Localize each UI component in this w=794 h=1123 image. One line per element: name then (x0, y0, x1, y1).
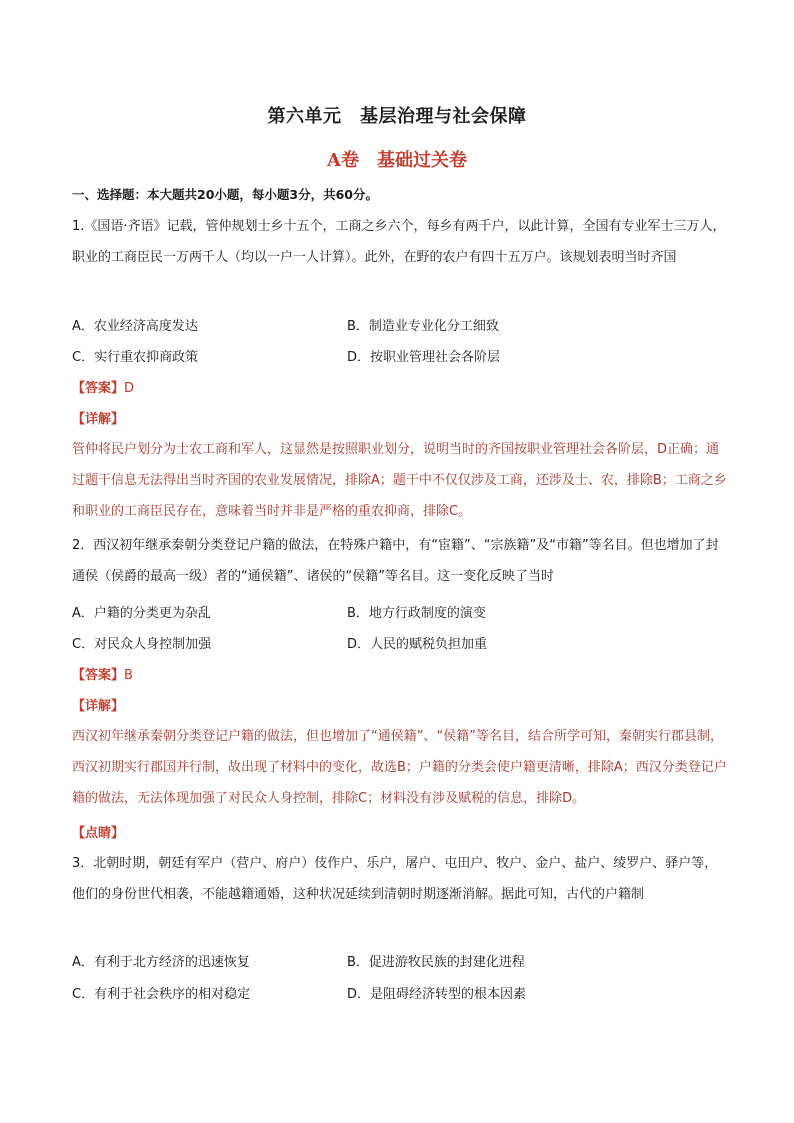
question-2-option-d: D．人民的赋税负担加重 (347, 637, 488, 652)
answer-label: 【答案】 (72, 668, 125, 683)
question-2-option-c: C．对民众人身控制加强 (72, 637, 212, 652)
answer-value: D (124, 381, 135, 396)
question-2-text: 2．西汉初年继承秦朝分类登记户籍的做法，在特殊户籍中，有“宦籍”、“宗族籍”及“市籍”等名目。但也增加了封通侯（侯爵的最高一级）者的“通侯籍”、诸侯的“侯籍”等名目。这一变化反映了当时 (72, 538, 719, 584)
question-3-option-b: B．促进游牧民族的封建化进程 (347, 955, 525, 970)
question-2-answer (72, 664, 133, 683)
question-2-detail-label: 【详解】 (72, 699, 125, 714)
question-2-option-a: A．户籍的分类更为杂乱 (72, 606, 211, 621)
unit-title: 第六单元 基层治理与社会保障 (267, 106, 527, 127)
question-3-option-d: D．是阻碍经济转型的根本因素 (347, 987, 527, 1002)
answer-label: 【答案】 (72, 381, 125, 396)
question-1-explanation: 管仲将民户划分为士农工商和军人，这显然是按照职业划分，说明当时的齐国按职业管理社会各阶层，D正确；通过题干信息无法得出当时齐国的农业发展情况，排除A；题干中不仅仅涉及工商，还涉及士、农，排除B；工商之乡和职业的工商臣民存在，意味着当时并非是严格的重农抑商，排除C。 (72, 442, 727, 519)
question-1-option-a: A．农业经济高度发达 (72, 319, 198, 334)
paper-subtitle: A卷 基础过关卷 (327, 150, 467, 171)
question-3-option-a: A．有利于北方经济的迅速恢复 (72, 955, 250, 970)
answer-value: B (124, 668, 133, 683)
question-1-option-d: D．按职业管理社会各阶层 (347, 350, 501, 365)
question-3-text: 3．北朝时期，朝廷有军户（营户、府户）伎作户、乐户，屠户、屯田户、牧户、金户、盐户、绫罗户、驿户等，他们的身份世代相袭，不能越籍通婚，这种状况延续到清朝时期逐渐消解。据此可知，古代的户籍制 (72, 856, 718, 902)
question-2-explanation: 西汉初年继承秦朝分类登记户籍的做法，但也增加了“通侯籍”、“侯籍”等名目，结合所学可知，秦朝实行郡县制，西汉初期实行郡国并行制，故出现了材料中的变化，故选B；户籍的分类会使户籍更清晰，排除A；西汉分类登记户籍的做法，无法体现加强了对民众人身控制，排除C；材料没有涉及赋税的信息，排除D。 (72, 729, 727, 806)
question-1-option-b: B．制造业专业化分工细致 (347, 319, 499, 334)
section-header: 一、选择题：本大题共20小题，每小题3分，共60分。 (72, 187, 378, 202)
question-1-option-c: C．实行重农抑商政策 (72, 350, 199, 365)
question-1-text: 1.《国语·齐语》记载，管仲规划士乡十五个，工商之乡六个，每乡有两千户，以此计算，全国有专业军士三万人，职业的工商臣民一万两千人（均以一户一人计算）。此外，在野的农户有四十五万户。该规划表明当时齐国 (72, 219, 726, 265)
question-2-point-label: 【点睛】 (72, 826, 125, 841)
question-1-detail-label: 【详解】 (72, 412, 125, 427)
question-2-option-b: B．地方行政制度的演变 (347, 606, 486, 621)
question-1-answer (72, 377, 134, 396)
question-3-option-c: C．有利于社会秩序的相对稳定 (72, 987, 251, 1002)
